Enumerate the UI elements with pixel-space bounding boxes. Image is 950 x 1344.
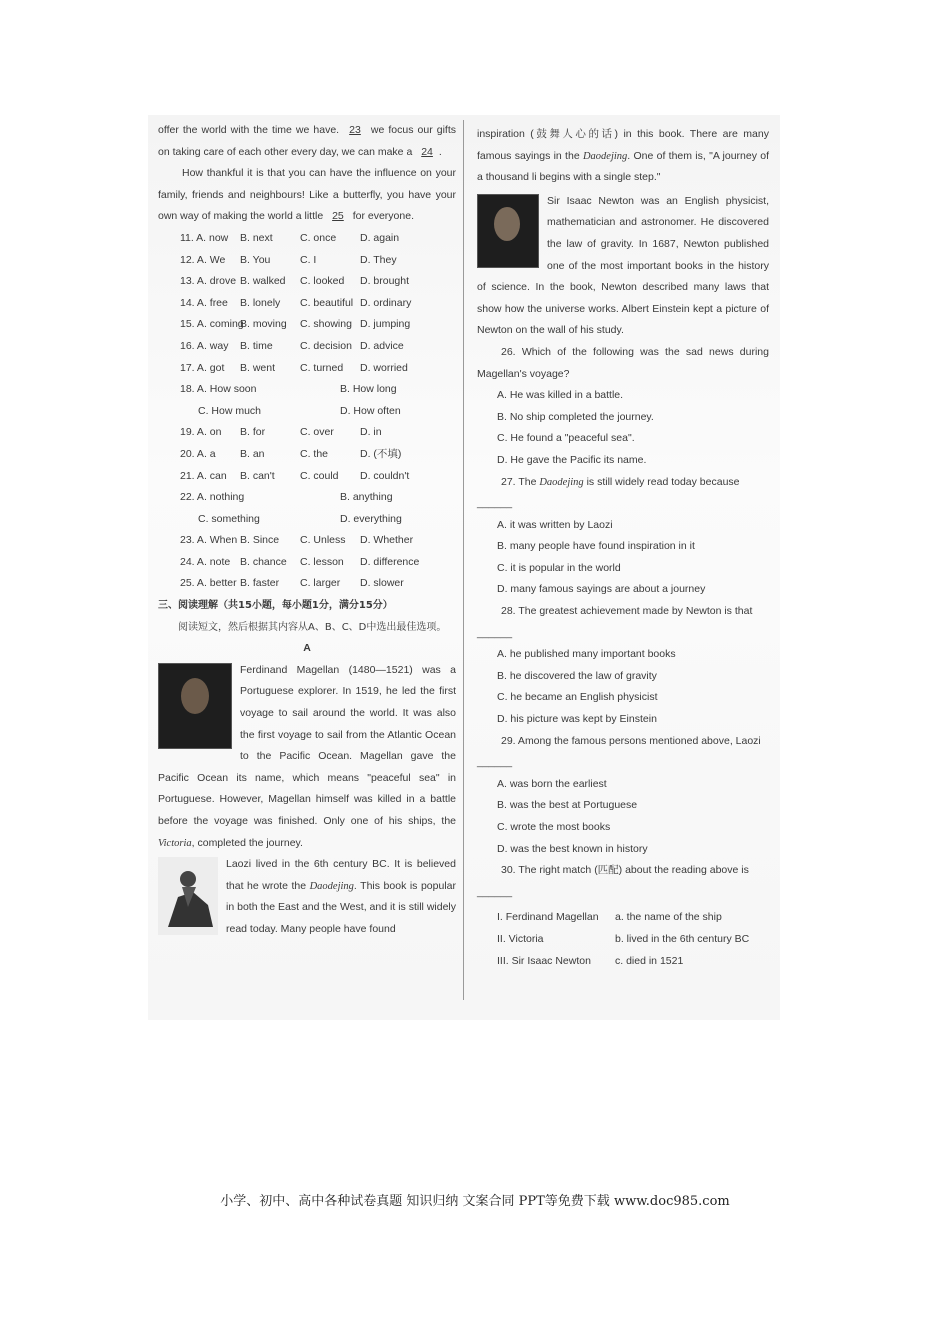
- q26-option-c: C. He found a "peaceful sea".: [497, 432, 635, 445]
- newton-paragraph: Sir Isaac Newton was an English physicist, mathematician and astronomer. He discovered the law of gravity. In 1687, Newton published one of the most important books in the history of science. In the book, Newton described many laws that show how the universe works. Albert Einstein kept a picture of Newton on the wall of his study.: [477, 194, 769, 337]
- blank-23: 23: [349, 124, 361, 136]
- passage-label: A: [303, 642, 311, 655]
- q27-option-d: D. many famous sayings are about a journey: [497, 583, 706, 596]
- q28-option-b: B. he discovered the law of gravity: [497, 669, 657, 682]
- q27-option-a: A. it was written by Laozi: [497, 518, 613, 531]
- q27-option-b: B. many people have found inspiration in it: [497, 540, 695, 553]
- q26-option-d: D. He gave the Pacific its name.: [497, 453, 647, 466]
- blank-25: 25: [332, 210, 344, 223]
- q30-match-table: I. Ferdinand Magellan a. the name of the ship II. Victoria b. lived in the 6th century BC III. Sir Isaac Newton c. died in 1521: [497, 911, 750, 967]
- q27-option-c: C. it is popular in the world: [497, 561, 621, 574]
- q28-option-c: C. he became an English physicist: [497, 691, 658, 704]
- section-title: 三、阅读理解（共15小题，每小题1分，满分15分）: [158, 600, 393, 612]
- q26-option-a: A. He was killed in a battle.: [497, 389, 624, 402]
- newton-portrait: [477, 194, 539, 268]
- q28-stem: 28. The greatest achievement made by Newton is that ______: [477, 605, 753, 639]
- cloze-paragraph-end: offer the world with the time we have. 23 we focus our gifts on taking care of each other every day, we can make a 24 .: [158, 124, 457, 158]
- left-column: [158, 120, 456, 941]
- blank-24: 24: [421, 145, 433, 158]
- q29-option-b: B. was the best at Portuguese: [497, 799, 638, 812]
- q29-option-c: C. wrote the most books: [497, 821, 611, 833]
- laozi-paragraph: Laozi lived in the 6th century BC. It is believed that he wrote the Daodejing. This book is popular in both the East and the West, and it is still widely read today. Many people have found: [158, 854, 456, 940]
- options-q22: 22. A. nothing B. anything C. something D. everything: [180, 491, 402, 525]
- footer-text: 小学、初中、高中各种试卷真题 知识归纳 文案合同 PPT等免费下载 www.doc985.com: [220, 1194, 730, 1209]
- laozi-illustration: [158, 857, 218, 935]
- cloze-paragraph-final: How thankful it is that you can have the influence on your family, friends and neighbours! Like a butterfly, you have your own way of making the world a little 25 for everyone.: [158, 167, 456, 223]
- q30-stem: 30. The right match (匹配) about the reading above is ______: [477, 864, 749, 898]
- laozi-paragraph-continued: inspiration (鼓舞人心的话) in this book. There are many famous sayings in the Daodejing. One of them is, "A journey of a thousand li begins with a single step.": [477, 128, 770, 184]
- q29-option-d: D. was the best known in history: [497, 842, 648, 855]
- options-block-2: 19. A. on B. for C. over D. in 20. A. a B. an C. the D. (不填) 21. A. can B. can't C. could D. couldn't: [180, 426, 410, 482]
- q26-stem: 26. Which of the following was the sad news during Magellan's voyage?: [477, 345, 769, 380]
- section-instruction: 阅读短文，然后根据其内容从A、B、C、D中选出最佳选项。: [178, 621, 447, 633]
- q29-option-a: A. was born the earliest: [497, 777, 607, 790]
- options-q18: 18. A. How soon B. How long C. How much D. How often: [180, 383, 401, 417]
- magellan-paragraph: Ferdinand Magellan (1480—1521) was a Portuguese explorer. In 1519, he led the first voyage to sail around the world. It was also the first voyage to sail from the Atlantic Ocean to the Pacific Ocean. Magellan gave the Pacific Ocean its name, which means "peaceful sea" in Portuguese. However, Magellan himself was killed in a battle before the voyage was finished. Only one of his ships, the Victoria, completed the journey.: [158, 663, 456, 849]
- q27-stem: 27. The Daodejing is still widely read today because ______: [477, 475, 740, 510]
- q28-option-d: D. his picture was kept by Einstein: [497, 713, 657, 726]
- q28-option-a: A. he published many important books: [497, 648, 676, 661]
- column-divider: [463, 120, 464, 1000]
- right-column: [477, 124, 769, 972]
- q29-stem: 29. Among the famous persons mentioned above, Laozi ______: [477, 734, 761, 769]
- magellan-portrait: [158, 663, 232, 749]
- options-block-3: 23. A. When B. Since C. Unless D. Whether 24. A. note B. chance C. lesson D. difference 25. A. better B. faster C. larger D. slower: [180, 534, 420, 590]
- options-block-1: 11. A. now B. next C. once D. again 12. A. We B. You C. I D. They 13. A. drove B. walked C. looked D. brought 14. A. free B. lonely C. beautiful D. ordinary 15. A. coming B. moving C. showing D. jumping 16. A. way B. time C. decision D. advice 17. A. got B. went C. turned D. worried: [180, 231, 412, 374]
- q26-option-b: B. No ship completed the journey.: [497, 410, 654, 423]
